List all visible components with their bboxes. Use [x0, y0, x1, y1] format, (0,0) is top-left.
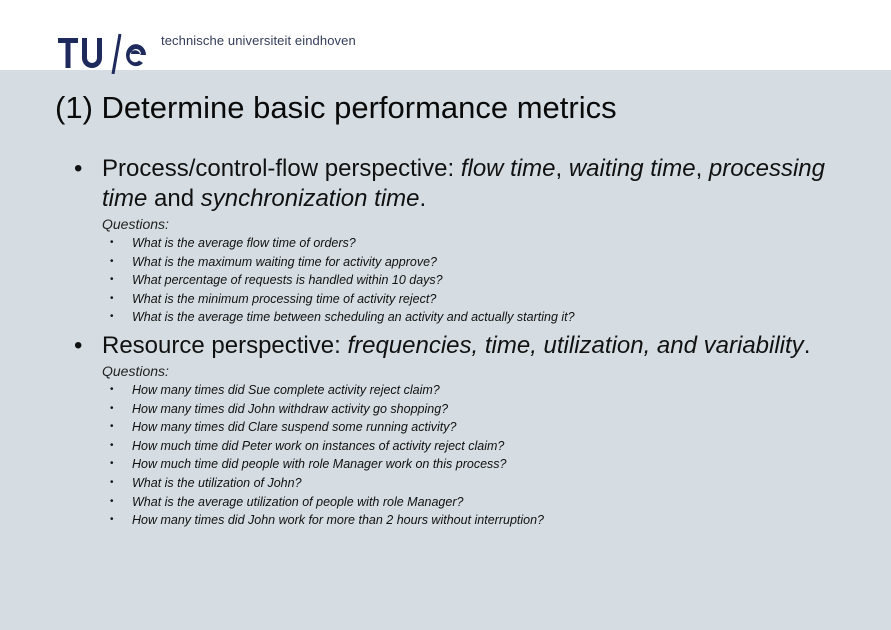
bullet-icon: • — [110, 402, 114, 414]
bullet-icon: • — [74, 155, 83, 182]
question-text: What is the minimum processing time of activity reject? — [132, 291, 437, 306]
bullet-separator: and — [147, 185, 201, 212]
bullet-separator: , — [695, 155, 709, 182]
slide-title: (1) Determine basic performance metrics — [55, 90, 617, 125]
bullet-icon: • — [110, 237, 114, 248]
bullet-emphasis: flow time — [460, 155, 556, 182]
list-item — [70, 455, 860, 474]
bullet-lead: Process/control-flow perspective: — [102, 155, 461, 182]
bullet-icon: • — [74, 332, 83, 359]
bullet-separator: , — [555, 155, 569, 182]
question-text: What is the average utilization of people with role Manager? — [132, 494, 464, 509]
bullet-end: . — [419, 185, 427, 212]
tue-logo — [58, 30, 150, 74]
bullet-emphasis: processing time — [102, 155, 825, 212]
list-item — [70, 381, 860, 400]
bullet-icon: • — [110, 274, 114, 286]
bullet-icon: • — [110, 458, 114, 470]
question-text: How many times did Sue complete activity reject claim? — [132, 383, 440, 397]
list-item — [70, 400, 860, 419]
bullet-icon: • — [110, 439, 114, 451]
bullet-emphasis: frequencies, time, utilization, and variability — [347, 332, 804, 359]
section-resource-perspective — [70, 331, 860, 530]
list-item — [70, 511, 860, 530]
list-item — [70, 474, 860, 493]
question-text: How many times did Clare suspend some running activity? — [132, 420, 457, 435]
bullet-emphasis: waiting time — [568, 155, 696, 182]
question-text: What percentage of requests is handled within 10 days? — [132, 273, 443, 288]
logo-text: technische universiteit eindhoven — [161, 33, 356, 48]
section-process-perspective — [70, 154, 860, 327]
bullet-emphasis: synchronization time — [200, 185, 420, 212]
questions-label: Questions: — [102, 363, 169, 379]
bullet-icon: • — [110, 292, 114, 304]
list-item — [70, 437, 860, 456]
questions-label: Questions: — [102, 216, 169, 232]
question-text: How much time did Peter work on instances of activity reject claim? — [132, 438, 505, 453]
bullet-lead: Resource perspective: — [102, 332, 348, 359]
list-item — [70, 271, 860, 290]
list-item — [70, 493, 860, 512]
list-item — [70, 234, 860, 253]
main-bullet — [70, 154, 860, 214]
header-bar — [0, 0, 891, 70]
bullet-icon: • — [110, 495, 114, 507]
question-text: How much time did people with role Manager work on this process? — [132, 457, 507, 472]
question-text: How many times did John withdraw activity go shopping? — [132, 401, 449, 416]
bullet-icon: • — [110, 311, 114, 323]
main-bullet — [70, 331, 860, 361]
bullet-icon: • — [110, 514, 114, 526]
question-text: How many times did John work for more than 2 hours without interruption? — [132, 513, 544, 528]
bullet-icon: • — [110, 255, 114, 267]
question-text: What is the average time between scheduling an activity and actually starting it? — [132, 310, 575, 325]
bullet-end: . — [803, 332, 811, 359]
bullet-icon: • — [110, 421, 114, 433]
list-item — [70, 308, 860, 327]
questions-list — [70, 234, 860, 327]
list-item — [70, 290, 860, 309]
bullet-icon: • — [110, 384, 114, 395]
bullet-icon: • — [110, 476, 114, 488]
question-text: What is the average flow time of orders? — [132, 236, 356, 250]
question-text: What is the utilization of John? — [132, 475, 302, 490]
question-text: What is the maximum waiting time for activity approve? — [132, 254, 437, 269]
list-item — [70, 253, 860, 272]
list-item — [70, 418, 860, 437]
questions-list — [70, 381, 860, 530]
